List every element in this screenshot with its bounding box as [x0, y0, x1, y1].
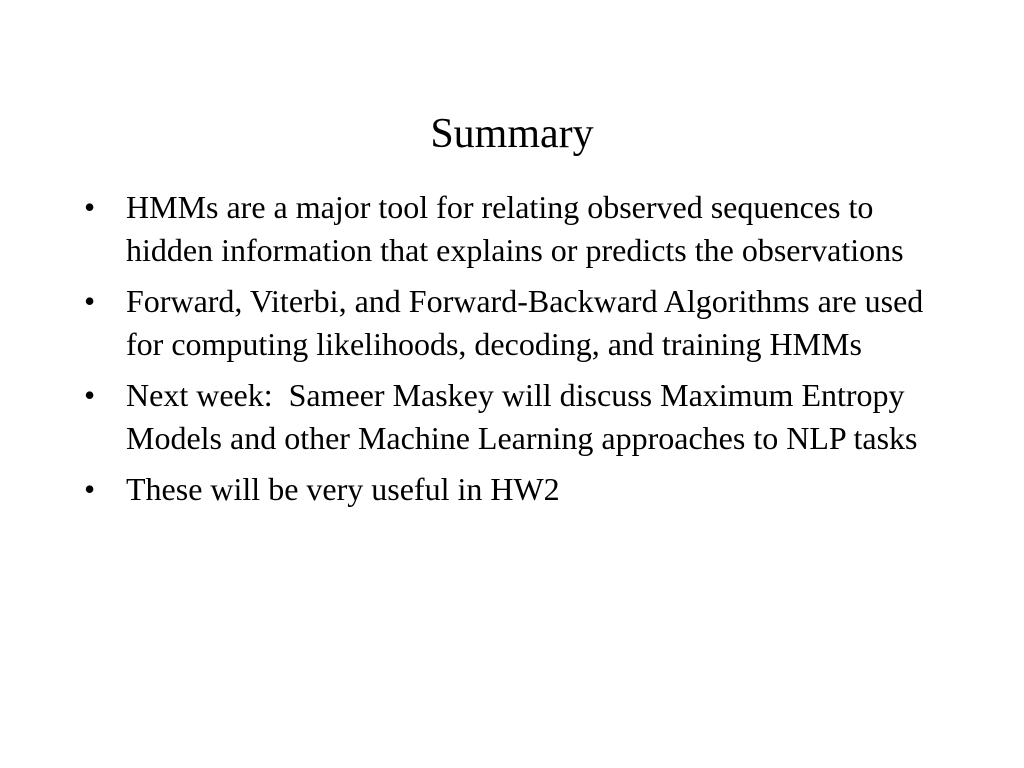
bullet-text: HMMs are a major tool for relating observed sequences to hidden information that explains or predicts the observations	[126, 189, 904, 268]
bullet-text: Forward, Viterbi, and Forward-Backward Algorithms are used for computing likelihoods, decoding, and training HMMs	[126, 283, 924, 362]
bullet-item	[84, 186, 944, 272]
bullet-icon: •	[84, 471, 96, 507]
bullet-item	[84, 280, 944, 366]
bullet-text: Next week: Sameer Maskey will discuss Maximum Entropy Models and other Machine Learning approaches to NLP tasks	[126, 377, 918, 456]
bullet-item	[84, 374, 944, 460]
bullet-icon: •	[84, 283, 96, 319]
bullet-text: These will be very useful in HW2	[126, 471, 560, 507]
bullet-icon: •	[84, 189, 96, 225]
slide-title: Summary	[430, 111, 594, 157]
bullet-list	[84, 186, 944, 519]
bullet-item	[84, 468, 944, 511]
bullet-icon: •	[84, 377, 96, 413]
